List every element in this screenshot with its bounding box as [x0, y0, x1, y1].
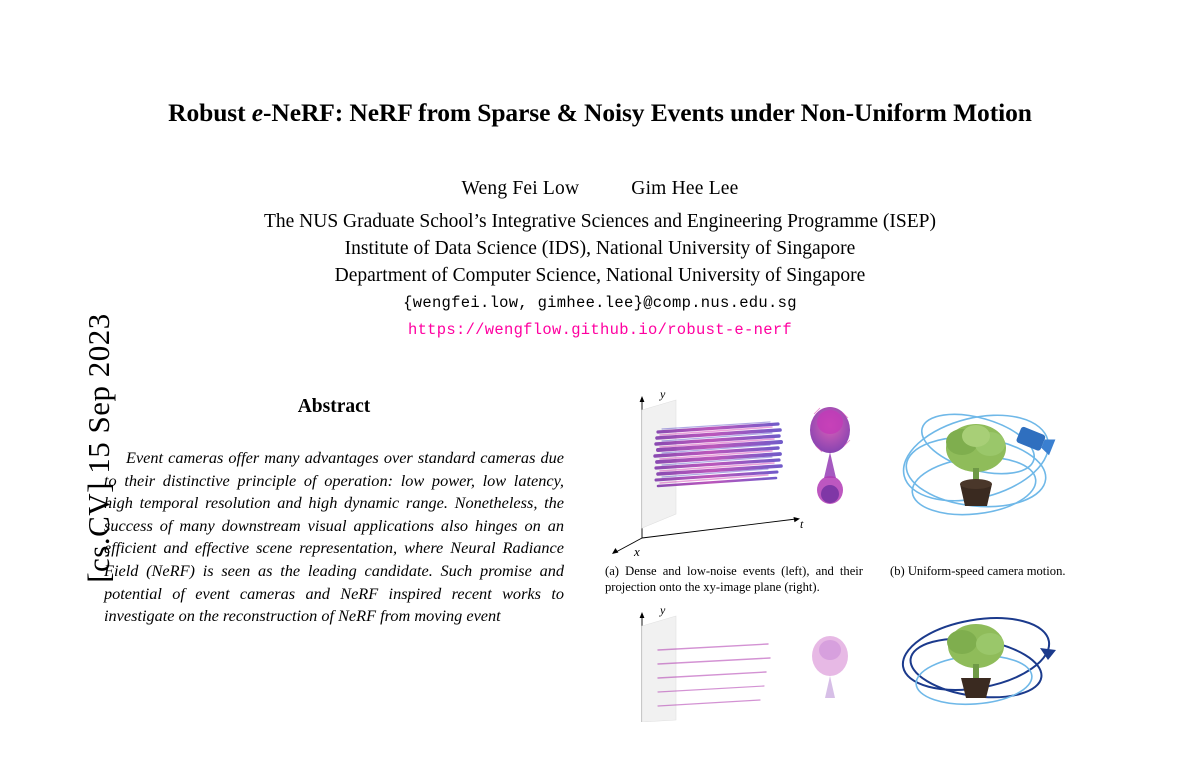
plant-object-bottom: [947, 624, 1004, 698]
page-title: [100, 98, 1100, 128]
affiliation-block: [100, 208, 1100, 289]
abstract-paragraph: Event cameras offer many advantages over standard cameras due to their distinctive principle of operation: low power, low latency, high temporal resolution and high dynamic range. Nonetheless, the success of many downstream visual applications also hinges on an efficient and effective scene representation, where Neural Radiance Field (NeRF) is seen as the leading candidate. Such promise and potential of event cameras and NeRF inspired recent works to investigate on the reconstruction of NeRF from moving event: [104, 448, 564, 626]
figure-panel-a: [600, 386, 868, 558]
figure-caption-a: (a) Dense and low-noise events (left), and their projection onto the xy-image plane (right).: [605, 564, 863, 594]
event-cloud-illustration: [600, 386, 868, 558]
author-name-1: Weng Fei Low: [461, 178, 580, 199]
non-uniform-camera-motion-illustration: [890, 602, 1072, 722]
affiliation-line-2: Institute of Data Science (IDS), National University of Singapore: [344, 238, 856, 259]
author-list: [100, 178, 1100, 200]
axis-label-y-bottom: y: [660, 603, 666, 617]
axis-label-t: t: [800, 517, 804, 531]
figure-panel-b: [890, 386, 1072, 558]
figure-caption-b: (b) Uniform-speed camera motion.: [890, 564, 1066, 578]
title-text-part1: Robust: [168, 98, 252, 127]
author-emails: {wengfei.low, gimhee.lee}@comp.nus.edu.sg: [403, 294, 797, 312]
sparse-noisy-event-cloud-illustration: [600, 602, 868, 722]
affiliation-line-3: Department of Computer Science, National University of Singapore: [334, 265, 866, 286]
author-name-2: Gim Hee Lee: [631, 178, 739, 199]
arxiv-identifier-stamp: [cs.CV] 15 Sep 2023: [81, 313, 116, 583]
figure-row-top: [600, 386, 1072, 594]
uniform-camera-motion-illustration: [890, 386, 1072, 558]
axis-label-x: x: [634, 544, 640, 558]
figure-row-bottom: [600, 602, 1072, 782]
projected-plant-events: [810, 407, 850, 504]
project-page-link[interactable]: https://wengflow.github.io/robust-e-nerf: [407, 321, 793, 339]
figure-panel-d: [890, 602, 1072, 774]
figure-panel-c: [600, 602, 868, 774]
title-emphasis: e: [251, 98, 264, 127]
camera-icon: [1016, 426, 1056, 455]
abstract-heading: Abstract: [297, 396, 371, 417]
projected-plant-events-sparse: [812, 636, 848, 698]
teaser-figure: [600, 386, 1072, 782]
axis-label-y: y: [660, 387, 666, 401]
affiliation-line-1: The NUS Graduate School’s Integrative Sciences and Engineering Programme (ISEP): [263, 211, 937, 232]
abstract-text: [104, 447, 564, 628]
title-text-part2: -NeRF: NeRF from Sparse & Noisy Events under Non-Uniform Motion: [263, 98, 1032, 127]
